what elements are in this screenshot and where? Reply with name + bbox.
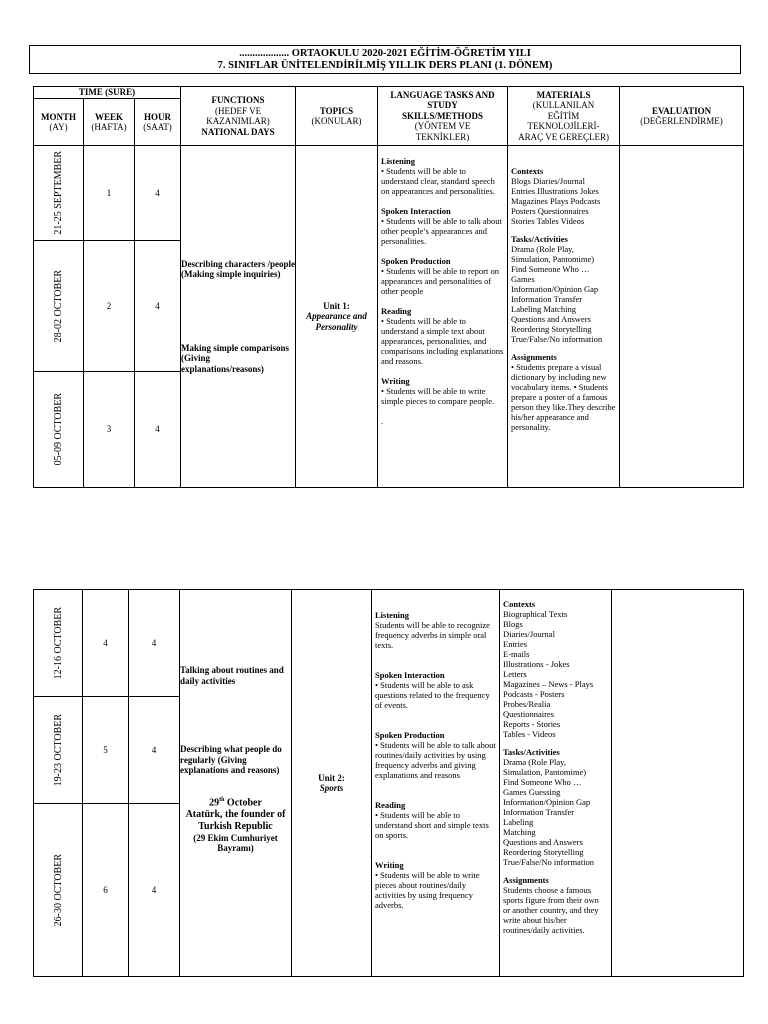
topics-header: TOPICS (KONULAR)	[296, 87, 378, 146]
hour-header: HOUR (SAAT)	[135, 99, 181, 146]
week-cell: 3	[84, 372, 135, 488]
topic-cell: Unit 1: Appearance and Personality	[296, 146, 378, 488]
hour-cell: 4	[135, 146, 181, 241]
month-header: MONTH (AY)	[34, 99, 84, 146]
month-cell: 19-23 OCTOBER	[34, 697, 83, 804]
plan-table-1	[33, 86, 744, 488]
hour-cell: 4	[129, 804, 180, 977]
week-cell: 1	[84, 146, 135, 241]
hour-cell: 4	[129, 590, 180, 697]
functions-cell	[180, 590, 292, 977]
month-cell: 05-09 OCTOBER	[34, 372, 84, 488]
language-tasks-cell: Listening Students will be able to recognize frequency adverbs in simple oral texts. Spoken Interaction • Students will be able to ask questions related to the frequency of events. Spoken Production • Students will be able to talk about routines/daily activities by using frequency adverbs and giving explanations and reasons Reading • Students will be able to understand short and simple texts on sports. Writing • Students will be able to write pieces about routines/daily activities by using frequency adverbs.	[372, 590, 500, 977]
materials-header: MATERIALS (KULLANILAN EĞİTİM TEKNOLOJİLERİ- ARAÇ VE GEREÇLER)	[508, 87, 620, 146]
evaluation-header: EVALUATION (DEĞERLENDİRME)	[620, 87, 744, 146]
hour-cell: 4	[129, 697, 180, 804]
topic-cell: Unit 2: Sports	[292, 590, 372, 977]
evaluation-cell	[620, 146, 744, 488]
week-header: WEEK (HAFTA)	[84, 99, 135, 146]
function-2: Describing what people do regularly (Giving explanations and reasons)	[180, 744, 282, 775]
function-2: Making simple comparisons (Giving explanations/reasons)	[181, 342, 290, 374]
materials-cell: Contexts Biographical Texts Blogs Diaries/Journal Entries E-mails Illustrations - Jokes Letters Magazines – News - Plays Podcasts - Posters Probes/Realia Questionnaires Reports - Stories Tables - Videos Tasks/Activities Drama (Role Play, Simulation, Pantomime) Find Someone Who … Games Guessing Information/Opinion Gap Information Transfer Labeling Matching Questions and Answers Reordering Storytelling True/False/No information Assignments Students choose a famous sports figure from their own or another country, and they write about his/her routines/daily activities.	[500, 590, 612, 977]
week-cell: 5	[83, 697, 129, 804]
week-cell: 2	[84, 241, 135, 372]
function-1: Talking about routines and daily activities	[180, 665, 284, 686]
evaluation-cell	[612, 590, 744, 977]
week-cell: 6	[83, 804, 129, 977]
functions-cell	[181, 146, 296, 488]
month-cell: 12-16 OCTOBER	[34, 590, 83, 697]
materials-cell: Contexts Blogs Diaries/Journal Entries Illustrations Jokes Magazines Plays Podcasts Posters Questionnaires Stories Tables Videos Tasks/Activities Drama (Role Play, Simulation, Pantomime) Find Someone Who … Games Information/Opinion Gap Information Transfer Labeling Matching Questions and Answers Reordering Storytelling True/False/No information Assignments • Students prepare a visual dictionary by including new vocabulary items. • Students prepare a poster of a famous person they like.They describe his/her appearance and personality.	[508, 146, 620, 488]
hour-cell: 4	[135, 372, 181, 488]
title-line-1: ................... ORTAOKULU 2020-2021 EĞİTİM-ÖĞRETİM YILI	[239, 48, 531, 59]
national-day: 29th October Atatürk, the founder of Turkish Republic (29 Ekim Cumhuriyet Bayramı)	[185, 796, 286, 854]
month-cell: 21-25 SEPTEMBER	[34, 146, 84, 241]
functions-header: FUNCTIONS (HEDEF VE KAZANIMLAR) NATIONAL DAYS	[181, 87, 296, 146]
title-line-2: 7. SINIFLAR ÜNİTELENDİRİLMİŞ YILLIK DERS PLANI (1. DÖNEM)	[217, 60, 553, 71]
week-cell: 4	[83, 590, 129, 697]
month-cell: 28-02 OCTOBER	[34, 241, 84, 372]
plan-table-2	[33, 589, 744, 977]
hour-cell: 4	[135, 241, 181, 372]
time-header: TIME (SURE)	[34, 87, 181, 99]
language-tasks-cell: Listening • Students will be able to understand clear, standard speech on appearances and personalities. Spoken Interaction • Students will be able to talk about other people’s appearances and personalities. Spoken Production • Students will be able to report on appearances and personalities of other people Reading • Students will be able to understand a simple text about appearances, personalities, and comparisons including explanations and reasons. Writing • Students will be able to write simple pieces to compare people. .	[378, 146, 508, 488]
function-1: Describing characters /people (Making simple inquiries)	[181, 258, 296, 280]
document-title	[29, 45, 741, 74]
language-tasks-header: LANGUAGE TASKS AND STUDY SKILLS/METHODS (YÖNTEM VE TEKNİKLER)	[378, 87, 508, 146]
month-cell: 26-30 OCTOBER	[34, 804, 83, 977]
